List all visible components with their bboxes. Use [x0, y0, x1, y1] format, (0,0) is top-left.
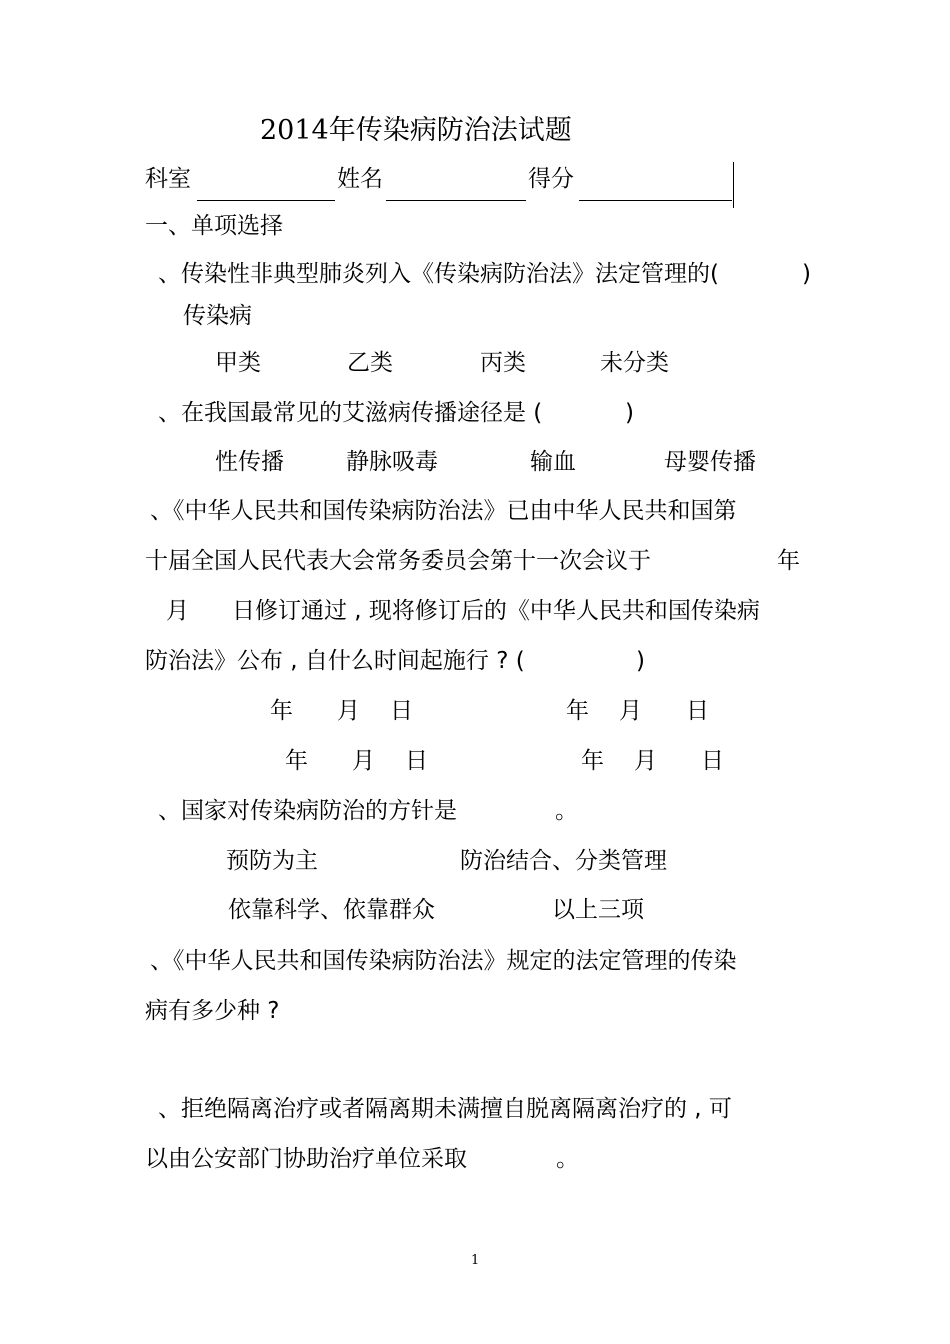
q3-year: 年 [777, 548, 800, 574]
q6-stem-line2: 以由公安部门协助治疗单位采取 [145, 1146, 467, 1172]
q3-option-b-month: 月 [619, 698, 642, 724]
q3-option-b-day: 日 [686, 698, 709, 724]
q1-option-d[interactable]: 未分类 [600, 350, 669, 376]
section-heading: 一、单项选择 [145, 213, 283, 239]
q3-option-d-month: 月 [634, 748, 657, 774]
q4-period: 。 [555, 798, 578, 824]
q1-stem: 、传染性非典型肺炎列入《传染病防治法》法定管理的( [158, 261, 719, 287]
q3-close-paren: ) [636, 648, 645, 674]
dept-label: 科室 [145, 166, 191, 192]
q3-option-a-month: 月 [337, 698, 360, 724]
q4-stem: 、国家对传染病防治的方针是 [158, 798, 457, 824]
q4-option-a[interactable]: 预防为主 [226, 848, 318, 874]
q3-stem-line4: 防治法》公布 , 自什么时间起施行 ? ( [145, 648, 525, 674]
q3-month: 月 [166, 598, 189, 624]
score-label: 得分 [528, 166, 574, 192]
q2-close-paren: ) [625, 400, 634, 426]
q1-option-b[interactable]: 乙类 [347, 350, 393, 376]
q4-option-b[interactable]: 防治结合、分类管理 [460, 848, 667, 874]
page-number: 1 [471, 1253, 480, 1268]
q2-option-c[interactable]: 输血 [530, 449, 576, 475]
q1-close-paren: ) [802, 261, 811, 287]
q3-stem-line2: 十届全国人民代表大会常务委员会第十一次会议于 [145, 548, 651, 574]
q5-stem-line1: 、《中华人民共和国传染病防治法》规定的法定管理的传染 [150, 948, 737, 974]
q3-option-b-year: 年 [566, 698, 589, 724]
dept-field[interactable] [197, 200, 335, 201]
page-title: 2014年传染病防治法试题 [260, 115, 572, 146]
q3-stem-line3: 日修订通过 , 现将修订后的《中华人民共和国传染病 [232, 598, 760, 624]
q3-option-d-day: 日 [701, 748, 724, 774]
score-box-divider [733, 162, 734, 208]
q6-stem-line1: 、拒绝隔离治疗或者隔离期未满擅自脱离隔离治疗的 , 可 [158, 1096, 732, 1122]
q3-option-c-day: 日 [405, 748, 428, 774]
q4-option-d[interactable]: 以上三项 [552, 897, 644, 923]
q3-option-a-year: 年 [270, 698, 293, 724]
q6-period: 。 [556, 1146, 579, 1172]
q1-stem-cont: 传染病 [183, 303, 252, 329]
name-label: 姓名 [337, 166, 383, 192]
q2-stem: 、在我国最常见的艾滋病传播途径是 ( [158, 400, 543, 426]
name-field[interactable] [386, 200, 526, 201]
q2-option-b[interactable]: 静脉吸毒 [346, 449, 438, 475]
q3-option-a-day: 日 [390, 698, 413, 724]
q3-option-c-month: 月 [352, 748, 375, 774]
q4-option-c[interactable]: 依靠科学、依靠群众 [228, 897, 435, 923]
q5-stem-line2: 病有多少种 ? [145, 998, 280, 1024]
q2-option-d[interactable]: 母婴传播 [664, 449, 756, 475]
q3-option-d-year: 年 [581, 748, 604, 774]
q1-option-a[interactable]: 甲类 [215, 350, 261, 376]
q1-option-c[interactable]: 丙类 [480, 350, 526, 376]
q3-stem-line1: 、《中华人民共和国传染病防治法》已由中华人民共和国第 [150, 498, 737, 524]
q3-option-c-year: 年 [285, 748, 308, 774]
q2-option-a[interactable]: 性传播 [215, 449, 284, 475]
score-field[interactable] [579, 200, 732, 201]
